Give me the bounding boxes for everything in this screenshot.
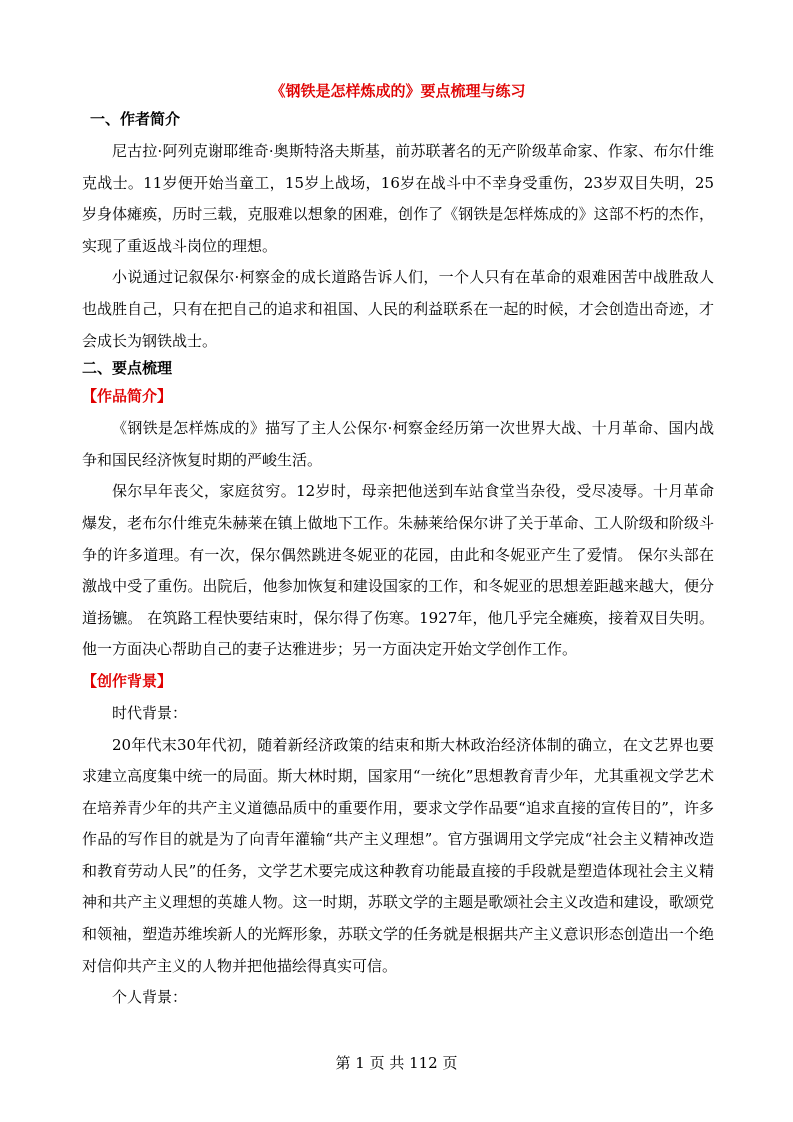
- subheading-background: 【创作背景】: [82, 671, 173, 690]
- subheading-work-intro: 【作品简介】: [82, 387, 173, 406]
- section-heading-author: 一、作者简介: [90, 110, 181, 128]
- work-intro-paragraph-2: 保尔早年丧父，家庭贫穷。12岁时，母亲把他送到车站食堂当杂役，受尽凌辱。十月革命爆发，老布尔什维克朱赫莱在镇上做地下工作。朱赫莱给保尔讲了关于革命、工人阶级和阶级斗争的许多道理。有一次，保尔偶然跳进冬妮亚的花园，由此和冬妮亚产生了爱情。 保尔头部在激战中受了重伤。出院后，他参加恢复和建设国家的工作，和冬妮亚的思想差距越来越大，便分道扬镳。 在筑路工程快要结束时，保尔得了伤寒。1927年，他几乎完全瘫痪，接着双目失明。他一方面决心帮助自己的妻子达雅进步；另一方面决定开始文学创作工作。: [82, 482, 714, 659]
- section-heading-key-points: 二、要点梳理: [82, 359, 173, 378]
- author-paragraph-2: 小说通过记叙保尔·柯察金的成长道路告诉人们，一个人只有在革命的艰难困苦中战胜敌人也战胜自己，只有在把自己的追求和祖国、人民的利益联系在一起的时候，才会创造出奇迹，才会成长为钢铁战士。: [82, 268, 714, 350]
- page-footer: 第 1 页 共 112 页: [335, 1054, 458, 1072]
- era-background-label: 时代背景：: [112, 703, 188, 722]
- author-paragraph-1: 尼古拉·阿列克谢耶维奇·奥斯特洛夫斯基，前苏联著名的无产阶级革命家、作家、布尔什维克战士。11岁便开始当童工，15岁上战场，16岁在战斗中不幸身受重伤，23岁双目失明，25岁身体瘫痪，历时三载，克服难以想象的困难，创作了《钢铁是怎样炼成的》这部不朽的杰作，实现了重返战斗岗位的理想。: [82, 142, 714, 255]
- work-intro-paragraph-1: 《钢铁是怎样炼成的》描写了主人公保尔·柯察金经历第一次世界大战、十月革命、国内战争和国民经济恢复时期的严峻生活。: [82, 419, 714, 469]
- personal-background-label: 个人背景：: [112, 988, 188, 1007]
- era-background-paragraph: 20年代末30年代初，随着新经济政策的结束和斯大林政治经济体制的确立，在文艺界也要求建立高度集中统一的局面。斯大林时期，国家用“一统化”思想教育青少年，尤其重视文学艺术在培养青少年的共产主义道德品质中的重要作用，要求文学作品要“追求直接的宣传目的”，许多作品的写作目的就是为了向青年灌输“共产主义理想”。官方强调用文学完成“社会主义精神改造和教育劳动人民”的任务，文学艺术要完成这种教育功能最直接的手段就是塑造体现社会主义精神和共产主义理想的英雄人物。这一时期，苏联文学的主题是歌颂社会主义改造和建设，歌颂党和领袖，塑造苏维埃新人的光辉形象，苏联文学的任务就是根据共产主义意识形态创造出一个绝对信仰共产主义的人物并把他描绘得真实可信。: [82, 735, 714, 975]
- page-content: [82, 80, 714, 1014]
- document-title: 《钢铁是怎样炼成的》要点梳理与练习: [270, 82, 526, 100]
